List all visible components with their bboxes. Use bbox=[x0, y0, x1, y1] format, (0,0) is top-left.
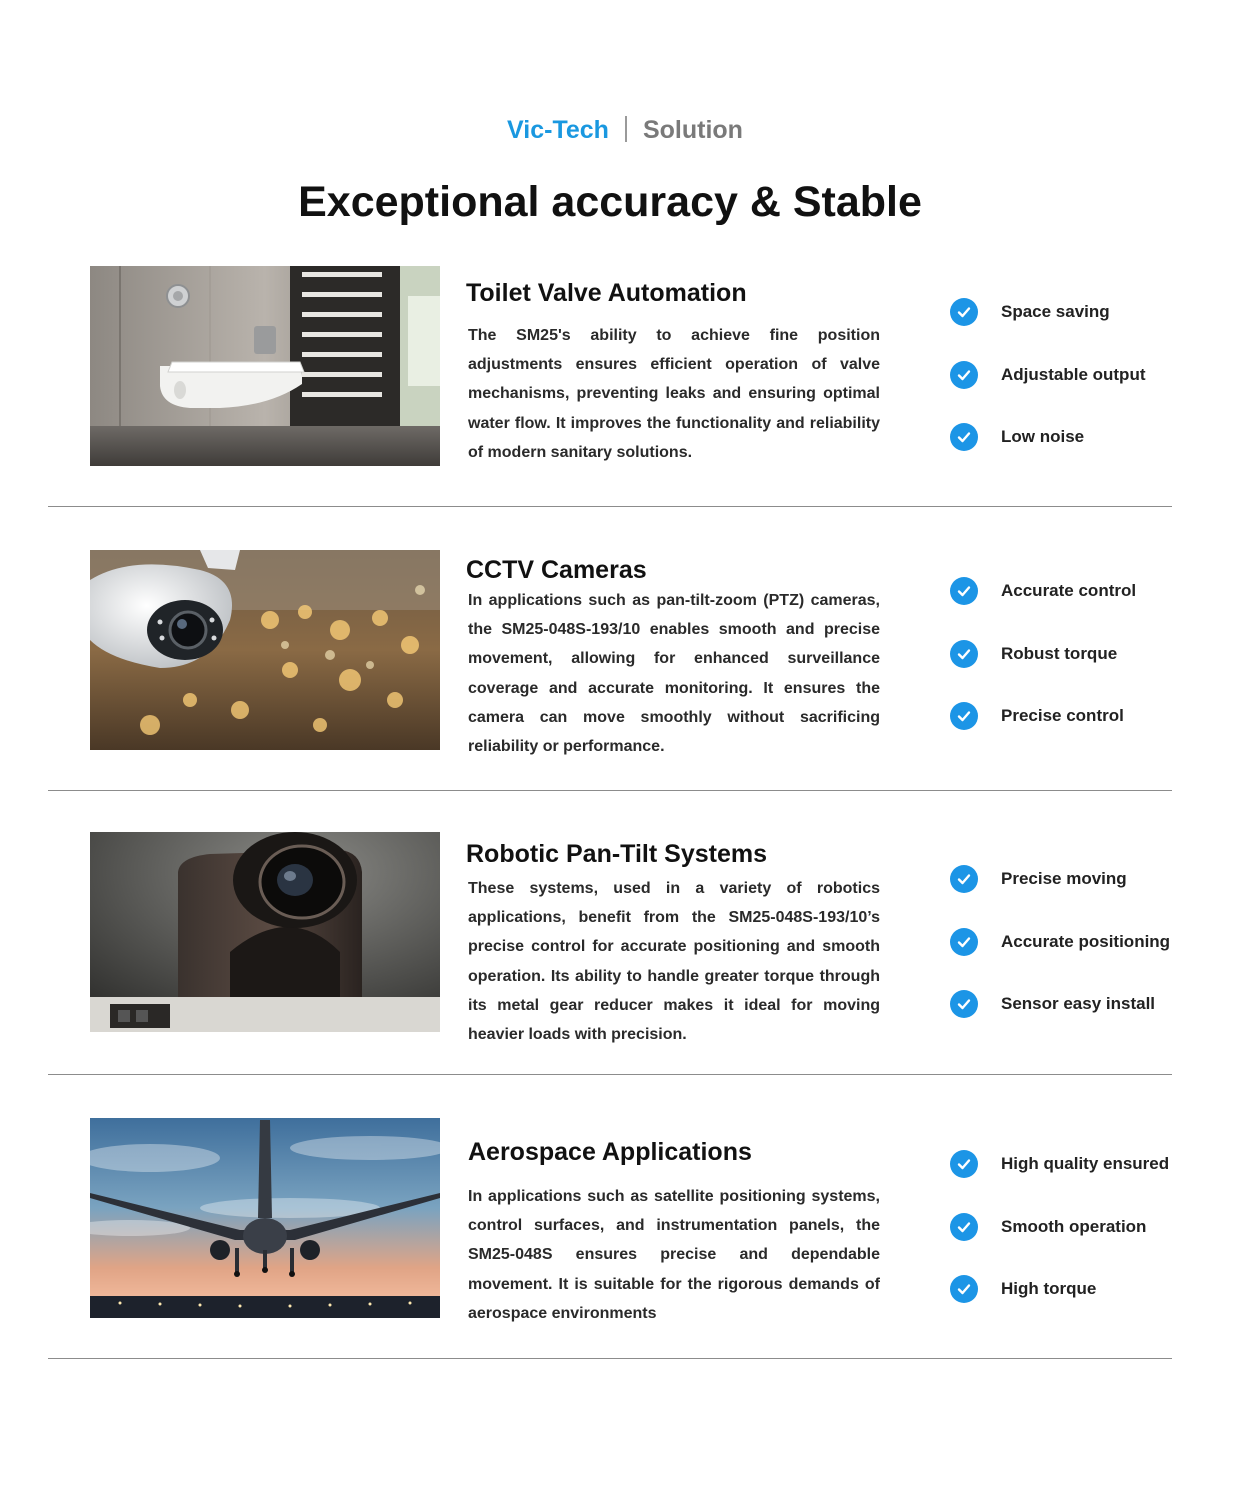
check-circle-icon bbox=[950, 1213, 978, 1241]
feature-item bbox=[950, 1274, 1096, 1304]
check-circle-icon bbox=[950, 361, 978, 389]
airplane-photo bbox=[90, 1118, 440, 1318]
feature-label: High torque bbox=[1001, 1279, 1097, 1298]
brand-heading bbox=[0, 116, 1250, 145]
feature-label: Robust torque bbox=[1001, 644, 1118, 663]
section-divider bbox=[48, 790, 1172, 791]
section-title: CCTV Cameras bbox=[466, 556, 647, 584]
toilet-photo bbox=[90, 266, 440, 466]
check-circle-icon bbox=[950, 640, 978, 668]
feature-item bbox=[950, 1212, 1146, 1242]
check-circle-icon bbox=[950, 928, 978, 956]
check-circle-icon bbox=[950, 702, 978, 730]
section-description: In applications such as satellite positioning systems, control surfaces, and instrumentation panels, the SM25-048S ensures precise and dependable movement. It is suitable for the rigorous demands of aerospace environments bbox=[468, 1188, 880, 1322]
feature-item bbox=[950, 701, 1124, 731]
cctv-camera-photo bbox=[90, 550, 440, 750]
feature-item bbox=[950, 927, 1170, 957]
feature-item bbox=[950, 576, 1136, 606]
feature-label: High quality ensured bbox=[1001, 1154, 1170, 1173]
brand-name: Vic-Tech bbox=[507, 116, 609, 144]
section-title: Robotic Pan-Tilt Systems bbox=[466, 840, 767, 868]
feature-item bbox=[950, 1149, 1169, 1179]
feature-item bbox=[950, 864, 1127, 894]
section-description: These systems, used in a variety of robotics applications, benefit from the SM25-048S-193/10’s precise control for accurate positioning and smooth operation. Its ability to handle greater torque through its metal gear reducer makes it ideal for moving heavier loads with precision. bbox=[468, 880, 880, 1044]
feature-label: Precise moving bbox=[1001, 869, 1127, 888]
feature-label: Low noise bbox=[1001, 427, 1085, 446]
feature-item bbox=[950, 422, 1084, 452]
feature-label: Sensor easy install bbox=[1001, 994, 1156, 1013]
ptz-camera-photo bbox=[90, 832, 440, 1032]
brand-separator bbox=[625, 116, 627, 142]
feature-label: Smooth operation bbox=[1001, 1217, 1147, 1236]
section-title: Aerospace Applications bbox=[468, 1138, 752, 1166]
check-circle-icon bbox=[950, 423, 978, 451]
section-divider bbox=[48, 1358, 1172, 1359]
section-description: In applications such as pan-tilt-zoom (PTZ) cameras, the SM25-048S-193/10 enables smooth and precise movement, allowing for enhanced surveillance coverage and accurate monitoring. It ensures the camera can move smoothly without sacrificing reliability or performance. bbox=[468, 592, 880, 756]
check-circle-icon bbox=[950, 1150, 978, 1178]
section-divider bbox=[48, 1074, 1172, 1075]
feature-label: Accurate positioning bbox=[1001, 932, 1171, 951]
check-circle-icon bbox=[950, 990, 978, 1018]
feature-label: Adjustable output bbox=[1001, 365, 1146, 384]
check-circle-icon bbox=[950, 1275, 978, 1303]
check-circle-icon bbox=[950, 577, 978, 605]
check-circle-icon bbox=[950, 865, 978, 893]
feature-label: Precise control bbox=[1001, 706, 1124, 725]
page-title: Exceptional accuracy & Stable bbox=[298, 178, 922, 226]
feature-label: Space saving bbox=[1001, 302, 1110, 321]
section-divider bbox=[48, 506, 1172, 507]
feature-item bbox=[950, 639, 1117, 669]
brand-section: Solution bbox=[642, 116, 743, 144]
section-title: Toilet Valve Automation bbox=[466, 279, 747, 307]
check-circle-icon bbox=[950, 298, 978, 326]
feature-label: Accurate control bbox=[1001, 581, 1137, 600]
feature-item bbox=[950, 989, 1155, 1019]
feature-item bbox=[950, 297, 1110, 327]
feature-item bbox=[950, 360, 1145, 390]
section-description: The SM25's ability to achieve fine position adjustments ensures efficient operation of valve mechanisms, preventing leaks and ensuring optimal water flow. It improves the functionality and reliability of modern sanitary solutions. bbox=[468, 327, 880, 461]
